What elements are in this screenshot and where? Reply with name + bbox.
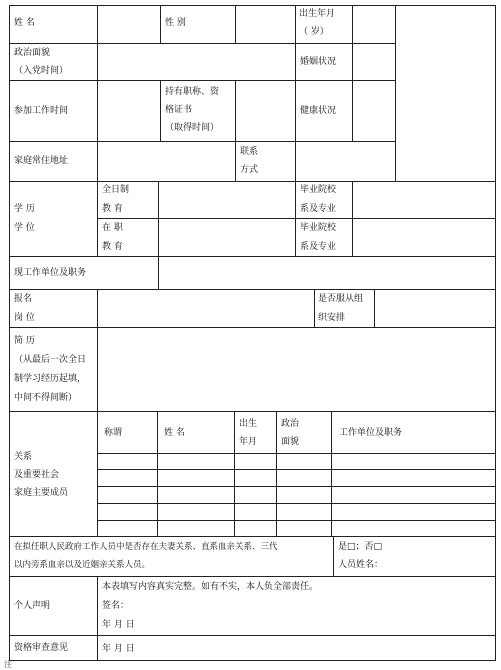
family-cell	[276, 520, 332, 537]
family-cell	[276, 486, 332, 504]
cell-apply-value	[97, 289, 315, 328]
family-cell	[331, 486, 496, 504]
relation-question-line2: 以内旁系血亲以及近姻亲关系人员。	[14, 560, 151, 570]
cell-photo	[395, 5, 496, 182]
cell-birth-value	[352, 5, 396, 44]
review-date: 年 月 日	[102, 644, 135, 654]
family-cell	[234, 520, 277, 537]
family-cell	[276, 503, 332, 521]
fulltime-label-line2: 教 育	[102, 204, 123, 214]
edu-label-line1: 学 历	[14, 204, 35, 214]
family-cell	[234, 469, 277, 487]
family-cell	[157, 453, 235, 470]
family-cell	[97, 486, 158, 504]
family-cell	[331, 469, 496, 487]
cell-contact-value	[295, 141, 396, 182]
birth-label-line1: 出生年月	[299, 9, 336, 19]
relation-question-line1: 在拟任职人民政府工作人员中是否存在夫妻关系、直系血亲关系、三代	[14, 542, 278, 552]
gender-label: 性 别	[165, 18, 186, 28]
resume-label-line1: 简 历	[14, 336, 35, 346]
family-col-title-label: 称谓	[104, 428, 123, 438]
review-label: 资格审查意见	[14, 643, 69, 653]
family-cell	[97, 520, 158, 537]
cell-worktime-value	[97, 80, 161, 142]
cell-political-value	[97, 43, 296, 81]
family-cell	[157, 520, 235, 537]
resume-label-line4: 中间不得间断）	[14, 393, 78, 403]
relation-answer-line1: 是□；否□	[338, 542, 383, 552]
family-col-name-label: 姓 名	[164, 428, 185, 438]
contact-label-line2: 方式	[240, 165, 259, 175]
family-col-birth-label-line1: 出生	[239, 419, 258, 429]
cell-address-value	[97, 141, 236, 182]
family-col-birth-label-line2: 年月	[239, 437, 258, 447]
cell-name-value	[97, 5, 161, 44]
school2-label-line2: 系及专业	[300, 242, 337, 252]
political-label: 政治面貌	[14, 48, 51, 58]
family-cell	[276, 469, 332, 487]
family-label-line1: 关系	[14, 452, 33, 462]
family-label-line3: 家庭主要成员	[14, 488, 69, 498]
family-label-line2: 及重要社会	[14, 470, 60, 480]
cell-health-value	[352, 80, 396, 142]
family-col-work-label: 工作单位及职务	[339, 428, 403, 438]
parttime-label-line2: 教 育	[102, 242, 123, 252]
address-label: 家庭常住地址	[14, 156, 69, 166]
relation-answer-line2: 人员姓名：	[338, 560, 384, 570]
worktime-label: 参加工作时间	[14, 106, 69, 116]
school2-label-line1: 毕业院校	[300, 223, 337, 233]
declaration-line2: 签名：	[102, 601, 130, 611]
footer-mark: 注	[4, 660, 12, 669]
resume-label-line3: 制学习经历起填，	[14, 374, 87, 384]
cell-school-value	[352, 181, 496, 219]
health-label: 健康状况	[300, 106, 337, 116]
cell-review-value	[97, 635, 496, 661]
contact-label-line1: 联系	[240, 147, 259, 157]
cert-label-line3: （取得时间）	[165, 123, 220, 133]
cell-currentjob-value	[158, 256, 496, 290]
family-cell	[234, 503, 277, 521]
name-label: 姓 名	[14, 18, 35, 28]
family-col-political-label-line2: 面貌	[281, 437, 300, 447]
cert-label-line1: 持有职称、资	[165, 87, 220, 97]
family-cell	[331, 453, 496, 470]
cert-label-line2: 格证书	[165, 105, 193, 115]
family-cell	[331, 503, 496, 521]
family-cell	[97, 503, 158, 521]
edu-label-line2: 学 位	[14, 223, 35, 233]
cell-accept-value	[374, 289, 496, 328]
family-cell	[97, 453, 158, 470]
family-cell	[157, 503, 235, 521]
family-cell	[331, 520, 496, 537]
accept-label-line2: 织安排	[318, 313, 346, 323]
cell-school2-value	[352, 218, 496, 257]
declaration-line1: 本表填写内容真实完整。如有不实，本人负全部责任。	[102, 582, 319, 592]
family-col-political-label-line1: 政治	[281, 419, 300, 429]
accept-label-line1: 是否服从组	[318, 294, 364, 304]
apply-label-line2: 岗 位	[14, 313, 35, 323]
family-cell	[276, 453, 332, 470]
marital-label: 婚姻状况	[300, 57, 337, 67]
apply-label-line1: 报名	[14, 294, 33, 304]
cell-fulltime-value	[158, 181, 296, 219]
parttime-label-line1: 在 职	[102, 223, 123, 233]
cell-cert-value	[235, 80, 296, 142]
political-sub-label: （入党时间）	[14, 66, 69, 76]
school-label-line2: 系及专业	[300, 204, 337, 214]
family-cell	[97, 469, 158, 487]
birth-label-line2: （ 岁）	[299, 27, 329, 37]
declaration-label: 个人声明	[14, 601, 51, 611]
currentjob-label: 现工作单位及职务	[14, 268, 87, 278]
family-cell	[234, 486, 277, 504]
cell-resume-value	[97, 327, 496, 412]
cell-parttime-value	[158, 218, 296, 257]
resume-label-line2: （从最后一次全日	[14, 355, 87, 365]
fulltime-label-line1: 全日制	[102, 185, 130, 195]
declaration-line3: 年 月 日	[102, 620, 135, 630]
family-cell	[234, 453, 277, 470]
family-cell	[157, 486, 235, 504]
cell-gender-value	[235, 5, 296, 44]
family-cell	[157, 469, 235, 487]
cell-marital-value	[352, 43, 396, 81]
school-label-line1: 毕业院校	[300, 185, 337, 195]
